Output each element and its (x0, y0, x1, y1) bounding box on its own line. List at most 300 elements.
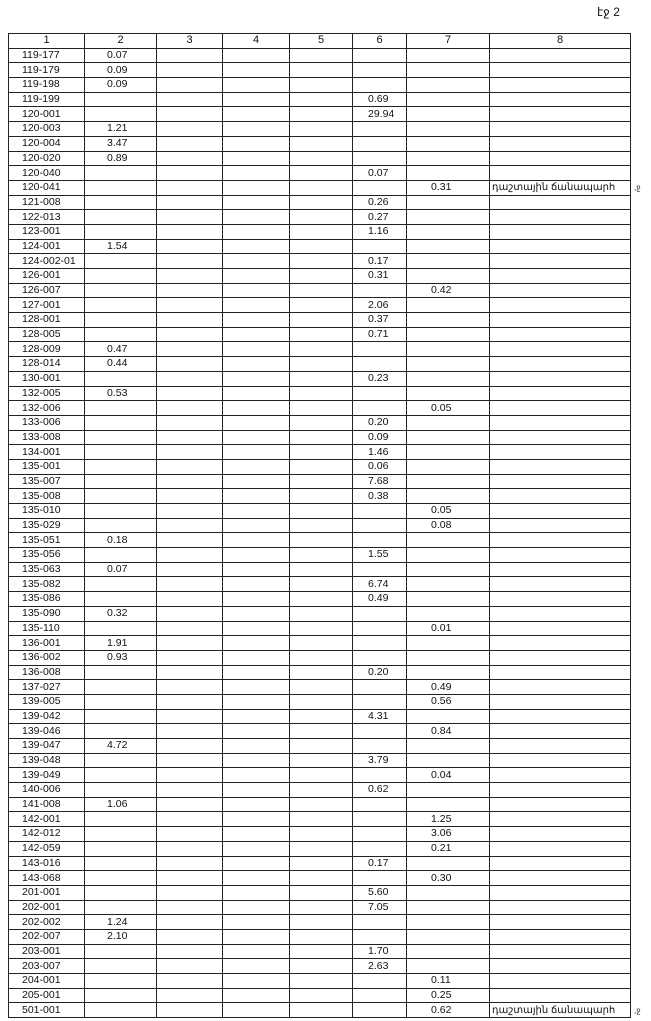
table-cell (157, 48, 223, 63)
table-cell (490, 342, 631, 357)
table-row (9, 827, 631, 842)
table-cell (407, 944, 490, 959)
table-cell (85, 885, 157, 900)
table-cell (85, 298, 157, 313)
column-header: 7 (407, 34, 490, 49)
table-cell (290, 269, 353, 284)
table-cell (490, 680, 631, 695)
table-cell (223, 959, 290, 974)
table-row (9, 180, 631, 195)
table-cell (407, 606, 490, 621)
table-row (9, 136, 631, 151)
table-cell (407, 224, 490, 239)
table-cell (223, 459, 290, 474)
table-cell (290, 313, 353, 328)
table-cell (223, 401, 290, 416)
table-row (9, 797, 631, 812)
table-cell (407, 342, 490, 357)
table-cell (290, 577, 353, 592)
table-cell (157, 827, 223, 842)
table-cell: 137-027 (9, 680, 85, 695)
land-parcel-table (8, 33, 631, 1018)
table-cell: 130-001 (9, 371, 85, 386)
table-cell (290, 915, 353, 930)
table-cell: 139-046 (9, 724, 85, 739)
table-cell (157, 988, 223, 1003)
table-cell (223, 269, 290, 284)
table-cell (223, 856, 290, 871)
table-row (9, 518, 631, 533)
table-cell (490, 269, 631, 284)
table-cell (157, 548, 223, 563)
table-cell (223, 180, 290, 195)
table-cell (85, 680, 157, 695)
table-cell (490, 107, 631, 122)
table-cell (157, 709, 223, 724)
table-cell (290, 489, 353, 504)
table-cell: 0.09 (85, 78, 157, 93)
table-cell (407, 166, 490, 181)
table-cell (223, 518, 290, 533)
table-cell (85, 856, 157, 871)
table-cell (85, 900, 157, 915)
table-cell: 139-047 (9, 739, 85, 754)
table-cell (490, 577, 631, 592)
table-cell (490, 900, 631, 915)
table-cell (490, 298, 631, 313)
table-cell: 143-016 (9, 856, 85, 871)
table-cell (407, 195, 490, 210)
table-cell (157, 900, 223, 915)
table-cell (490, 151, 631, 166)
table-cell (157, 518, 223, 533)
table-cell (290, 665, 353, 680)
table-cell (223, 533, 290, 548)
table-cell (490, 48, 631, 63)
table-cell: 0.21 (407, 841, 490, 856)
table-cell (85, 959, 157, 974)
table-cell (85, 768, 157, 783)
table-cell (85, 269, 157, 284)
table-cell (223, 621, 290, 636)
table-cell: 120-041 (9, 180, 85, 195)
table-cell (223, 665, 290, 680)
table-cell (490, 474, 631, 489)
table-cell (157, 812, 223, 827)
table-cell (490, 621, 631, 636)
table-cell (290, 562, 353, 577)
table-cell (157, 768, 223, 783)
table-cell (407, 151, 490, 166)
table-cell (407, 489, 490, 504)
table-cell (290, 518, 353, 533)
table-cell (157, 371, 223, 386)
table-cell (85, 504, 157, 519)
table-cell (157, 621, 223, 636)
table-cell (157, 959, 223, 974)
table-cell (353, 680, 407, 695)
table-cell: 2.06 (353, 298, 407, 313)
table-cell (407, 856, 490, 871)
table-cell (223, 63, 290, 78)
table-cell: 0.49 (407, 680, 490, 695)
table-cell: 0.62 (407, 1003, 490, 1018)
table-cell: 1.24 (85, 915, 157, 930)
table-cell (290, 415, 353, 430)
table-cell (157, 298, 223, 313)
table-cell (223, 548, 290, 563)
table-row (9, 753, 631, 768)
table-cell: 1.46 (353, 445, 407, 460)
table-cell: 0.93 (85, 650, 157, 665)
table-cell (490, 812, 631, 827)
table-cell: 126-007 (9, 283, 85, 298)
table-cell: 0.42 (407, 283, 490, 298)
table-cell (290, 445, 353, 460)
table-cell (353, 518, 407, 533)
table-cell: 132-006 (9, 401, 85, 416)
table-cell: 203-001 (9, 944, 85, 959)
table-cell (223, 474, 290, 489)
table-row (9, 224, 631, 239)
table-cell (490, 283, 631, 298)
table-cell (353, 621, 407, 636)
table-cell (85, 724, 157, 739)
table-cell (223, 48, 290, 63)
table-cell (157, 63, 223, 78)
table-cell: 4.72 (85, 739, 157, 754)
table-cell (490, 239, 631, 254)
table-cell (407, 254, 490, 269)
table-cell: 6.74 (353, 577, 407, 592)
table-cell (353, 239, 407, 254)
table-cell (407, 445, 490, 460)
table-cell (290, 694, 353, 709)
table-cell (407, 415, 490, 430)
table-cell (407, 548, 490, 563)
table-cell (85, 210, 157, 225)
table-cell (490, 504, 631, 519)
table-cell: 0.32 (85, 606, 157, 621)
table-cell (157, 210, 223, 225)
table-cell (223, 885, 290, 900)
table-cell (157, 562, 223, 577)
table-cell: 139-048 (9, 753, 85, 768)
table-cell: դաշտային ճանապարհ (490, 180, 631, 195)
table-cell (290, 606, 353, 621)
table-cell (290, 841, 353, 856)
table-cell (290, 592, 353, 607)
table-cell: 136-008 (9, 665, 85, 680)
table-cell (407, 327, 490, 342)
column-header: 3 (157, 34, 223, 49)
table-cell: 2.10 (85, 929, 157, 944)
table-cell (157, 885, 223, 900)
note-suffix-mark: ,ջ (634, 1005, 641, 1015)
table-cell (290, 944, 353, 959)
table-cell (223, 724, 290, 739)
table-cell: 134-001 (9, 445, 85, 460)
table-cell (223, 489, 290, 504)
table-cell (290, 63, 353, 78)
table-row (9, 650, 631, 665)
table-cell (157, 636, 223, 651)
table-row (9, 283, 631, 298)
table-cell (85, 974, 157, 989)
table-cell (223, 239, 290, 254)
table-cell (353, 401, 407, 416)
table-cell: 124-001 (9, 239, 85, 254)
table-cell (157, 871, 223, 886)
table-cell (290, 753, 353, 768)
table-row (9, 48, 631, 63)
table-row (9, 107, 631, 122)
table-cell (157, 474, 223, 489)
table-cell (85, 592, 157, 607)
table-cell (490, 753, 631, 768)
table-cell (290, 812, 353, 827)
table-cell (353, 357, 407, 372)
table-cell: 1.55 (353, 548, 407, 563)
table-cell (490, 709, 631, 724)
table-row (9, 430, 631, 445)
table-cell (157, 856, 223, 871)
table-cell (157, 342, 223, 357)
table-cell: 1.91 (85, 636, 157, 651)
table-cell (290, 180, 353, 195)
table-cell (407, 122, 490, 137)
table-cell (407, 239, 490, 254)
table-cell (157, 459, 223, 474)
table-cell: 1.21 (85, 122, 157, 137)
table-cell (85, 254, 157, 269)
table-cell (290, 871, 353, 886)
table-cell (85, 812, 157, 827)
table-cell (85, 92, 157, 107)
table-cell: 135-051 (9, 533, 85, 548)
table-cell (223, 122, 290, 137)
table-cell (490, 739, 631, 754)
table-cell: 142-001 (9, 812, 85, 827)
table-cell (223, 254, 290, 269)
table-cell (290, 327, 353, 342)
table-cell: 1.54 (85, 239, 157, 254)
table-cell: 1.16 (353, 224, 407, 239)
table-cell: 1.70 (353, 944, 407, 959)
table-cell (157, 841, 223, 856)
table-cell (490, 386, 631, 401)
table-cell (490, 841, 631, 856)
table-cell: 135-110 (9, 621, 85, 636)
table-cell (223, 210, 290, 225)
table-cell (407, 709, 490, 724)
table-cell: 0.30 (407, 871, 490, 886)
table-cell (85, 753, 157, 768)
table-cell (223, 342, 290, 357)
table-cell (353, 812, 407, 827)
table-cell: 119-179 (9, 63, 85, 78)
table-row (9, 812, 631, 827)
table-cell (290, 827, 353, 842)
table-cell (157, 386, 223, 401)
table-row (9, 621, 631, 636)
table-cell (407, 929, 490, 944)
table-cell (353, 533, 407, 548)
table-cell: 0.20 (353, 665, 407, 680)
table-cell (223, 386, 290, 401)
table-cell: 135-001 (9, 459, 85, 474)
table-cell: 0.11 (407, 974, 490, 989)
table-cell (290, 533, 353, 548)
table-cell (353, 562, 407, 577)
table-cell (490, 489, 631, 504)
table-cell (407, 269, 490, 284)
table-cell (157, 313, 223, 328)
table-row (9, 680, 631, 695)
table-cell (223, 753, 290, 768)
table-cell (85, 459, 157, 474)
table-cell (353, 650, 407, 665)
table-cell (290, 122, 353, 137)
table-cell (407, 474, 490, 489)
table-cell: 0.23 (353, 371, 407, 386)
table-row (9, 254, 631, 269)
table-cell (407, 78, 490, 93)
table-row (9, 548, 631, 563)
table-row (9, 944, 631, 959)
table-cell (223, 562, 290, 577)
table-cell (157, 915, 223, 930)
table-cell (290, 974, 353, 989)
table-cell: 136-002 (9, 650, 85, 665)
table-row (9, 151, 631, 166)
page-number: էջ 2 (597, 5, 620, 19)
table-cell (85, 195, 157, 210)
table-cell (223, 504, 290, 519)
table-cell: 0.44 (85, 357, 157, 372)
table-cell (85, 283, 157, 298)
table-row (9, 636, 631, 651)
table-cell (223, 415, 290, 430)
table-cell (290, 224, 353, 239)
table-cell: 135-056 (9, 548, 85, 563)
table-cell (223, 283, 290, 298)
table-cell (290, 78, 353, 93)
table-cell (223, 327, 290, 342)
table-row (9, 239, 631, 254)
table-cell (157, 254, 223, 269)
table-cell (157, 592, 223, 607)
table-cell: 0.01 (407, 621, 490, 636)
table-row (9, 415, 631, 430)
table-row (9, 122, 631, 137)
table-row (9, 298, 631, 313)
table-cell (407, 136, 490, 151)
table-cell (157, 136, 223, 151)
table-cell: 1.06 (85, 797, 157, 812)
table-cell: 202-001 (9, 900, 85, 915)
table-row (9, 313, 631, 328)
table-cell: 7.05 (353, 900, 407, 915)
table-cell (490, 724, 631, 739)
table-cell (157, 694, 223, 709)
table-cell (290, 48, 353, 63)
table-cell (490, 783, 631, 798)
column-header: 6 (353, 34, 407, 49)
table-row (9, 371, 631, 386)
table-cell (407, 739, 490, 754)
table-cell: 0.47 (85, 342, 157, 357)
table-cell (353, 636, 407, 651)
table-cell: 0.56 (407, 694, 490, 709)
table-cell (223, 357, 290, 372)
table-cell: 205-001 (9, 988, 85, 1003)
table-cell (353, 122, 407, 137)
table-cell: 0.69 (353, 92, 407, 107)
table-cell (223, 1003, 290, 1018)
table-cell (85, 827, 157, 842)
table-row (9, 915, 631, 930)
table-cell: 0.09 (85, 63, 157, 78)
table-cell (157, 929, 223, 944)
table-cell (85, 445, 157, 460)
table-cell (490, 562, 631, 577)
table-cell (85, 988, 157, 1003)
table-cell (290, 768, 353, 783)
table-cell (223, 224, 290, 239)
table-cell (353, 871, 407, 886)
table-cell (223, 107, 290, 122)
table-cell (157, 797, 223, 812)
table-cell (157, 430, 223, 445)
table-cell (85, 371, 157, 386)
table-row (9, 269, 631, 284)
column-header: 1 (9, 34, 85, 49)
table-cell (407, 665, 490, 680)
table-cell (290, 724, 353, 739)
table-cell (290, 797, 353, 812)
table-cell (353, 63, 407, 78)
table-cell (85, 944, 157, 959)
table-cell (407, 577, 490, 592)
table-cell: 119-199 (9, 92, 85, 107)
table-cell (157, 665, 223, 680)
table-cell (407, 298, 490, 313)
table-cell (490, 327, 631, 342)
table-cell: 0.17 (353, 856, 407, 871)
table-row (9, 988, 631, 1003)
table-cell (290, 386, 353, 401)
table-cell (407, 210, 490, 225)
table-cell: 139-005 (9, 694, 85, 709)
table-row (9, 783, 631, 798)
table-cell: 0.07 (353, 166, 407, 181)
table-cell (85, 841, 157, 856)
table-cell (290, 298, 353, 313)
column-header-row (9, 34, 631, 49)
table-row (9, 665, 631, 680)
table-row (9, 92, 631, 107)
table-cell: 120-003 (9, 122, 85, 137)
table-cell (490, 136, 631, 151)
table-row (9, 195, 631, 210)
table-cell (223, 298, 290, 313)
table-row (9, 929, 631, 944)
table-cell (290, 621, 353, 636)
table-cell (223, 313, 290, 328)
table-row (9, 709, 631, 724)
table-cell (290, 739, 353, 754)
